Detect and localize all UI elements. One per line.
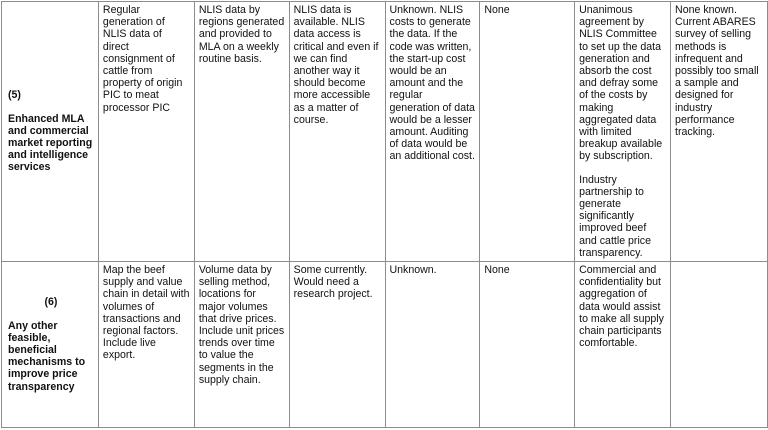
- table-cell: Unknown.: [385, 262, 480, 428]
- table-cell: Regular generation of NLIS data of direct consignment of cattle from property of origin PIC to meat processor PIC: [98, 2, 194, 262]
- table-cell: NLIS data is available. NLIS data access is critical and even if we can find another way it should become more accessible as a matter of course.: [289, 2, 385, 262]
- table-row: [2, 262, 768, 428]
- table-cell: Some currently. Would need a research project.: [289, 262, 385, 428]
- table-cell: [575, 2, 671, 262]
- cell-paragraph: Industry partnership to generate significantly improved beef and cattle price transparency.: [579, 173, 651, 259]
- table-cell: NLIS data by regions generated and provided to MLA on a weekly routine basis.: [194, 2, 289, 262]
- cell-paragraph: Unanimous agreement by NLIS Committee to set up the data generation and absorb the cost and defray some of the costs by making aggregated data with limited breakup available by subscription.: [579, 4, 663, 163]
- transparency-table: [1, 1, 768, 428]
- row-header-cell: [2, 2, 99, 262]
- table-cell: Map the beef supply and value chain in detail with volumes of transactions and regional factors. Include live export.: [98, 262, 194, 428]
- table-cell: Unknown. NLIS costs to generate the data. If the code was written, the start-up cost would be an amount and the regular generation of data would be a lesser amount. Auditing of data would be an additional cost.: [385, 2, 480, 262]
- row-label: Enhanced MLA and commercial market reporting and intelligence services: [8, 112, 93, 174]
- row-number: (6): [44, 296, 58, 309]
- table-cell: None known. Current ABARES survey of selling methods is infrequent and possibly too small a sample and designed for industry performance tracking.: [671, 2, 768, 262]
- table-cell: [671, 262, 768, 428]
- table-cell: None: [480, 2, 575, 262]
- table-cell: Volume data by selling method, locations for major volumes that drive prices. Include unit prices trends over time to value the segments in the supply chain.: [194, 262, 289, 428]
- table-row: [2, 2, 768, 262]
- row-label: Any other feasible, beneficial mechanisms to improve price transparency: [8, 319, 86, 393]
- table-cell: None: [480, 262, 575, 428]
- row-header-cell: [2, 262, 99, 428]
- row-number: (5): [8, 89, 21, 102]
- table-cell: Commercial and confidentiality but aggregation of data would assist to make all supply chain participants comfortable.: [575, 262, 671, 428]
